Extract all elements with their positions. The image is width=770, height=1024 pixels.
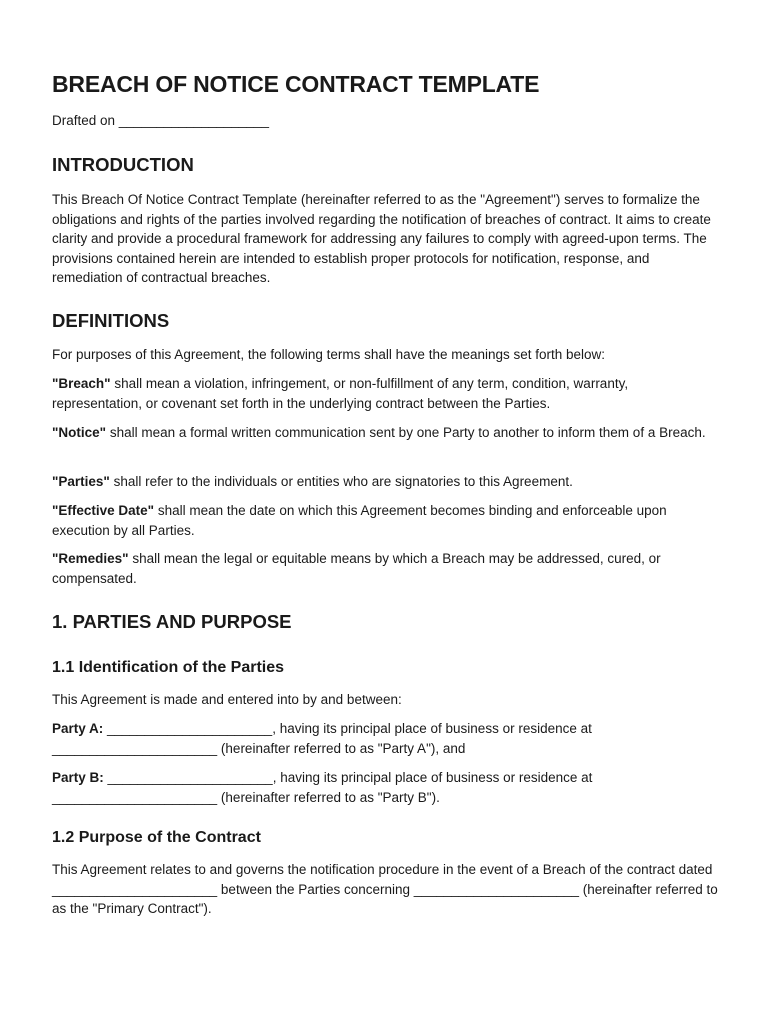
party-b-clause (52, 768, 692, 807)
definition-text: shall mean a formal written communication sent by one Party to another to inform them of a Breach. (106, 425, 706, 440)
introduction-paragraph: This Breach Of Notice Contract Template (hereinafter referred to as the "Agreement") serves to formalize the obligations and rights of the parties involved regarding the notification of breaches of contract. It aims to create clarity and provide a procedural framework for addressing any failures to comply with agreed-upon terms. The provisions contained herein are intended to establish proper protocols for notification, response, and remediation of contractual breaches. (52, 192, 711, 286)
definition-notice (52, 423, 720, 443)
party-a-label: Party A: (52, 721, 104, 736)
definition-term: "Notice" (52, 425, 107, 440)
definition-term: "Remedies" (52, 551, 129, 566)
section-1-1-intro: This Agreement is made and entered into by and between: (52, 692, 402, 707)
section-1-2-paragraph: This Agreement relates to and governs the notification procedure in the event of a Breach of the contract dated ______________________ between the Parties concerning ______________________ (hereinafter referred to as the "Primary Contract"). (52, 862, 718, 917)
section-1-2-heading: 1.2 Purpose of the Contract (52, 829, 261, 846)
definition-term: "Effective Date" (52, 503, 155, 518)
introduction-heading: INTRODUCTION (52, 154, 194, 175)
party-a-text: ______________________, having its principal place of business or residence at ______________________ (hereinafter referred to as "Party A"), and (52, 721, 592, 756)
definition-text: shall mean a violation, infringement, or non-fulfillment of any term, condition, warranty, representation, or covenant set forth in the underlying contract between the Parties. (52, 376, 629, 411)
party-b-text: ______________________, having its principal place of business or residence at ______________________ (hereinafter referred to as "Party B"). (52, 770, 593, 805)
definition-term: "Parties" (52, 474, 110, 489)
definition-parties (52, 472, 720, 492)
definition-effective-date (52, 501, 720, 540)
party-b-label: Party B: (52, 770, 104, 785)
definition-text: shall mean the date on which this Agreement becomes binding and enforceable upon execution by all Parties. (52, 503, 667, 538)
section-1-heading: 1. PARTIES AND PURPOSE (52, 611, 292, 632)
definition-text: shall refer to the individuals or entities who are signatories to this Agreement. (109, 474, 573, 489)
document-title: BREACH OF NOTICE CONTRACT TEMPLATE (52, 71, 540, 97)
section-1-1-heading: 1.1 Identification of the Parties (52, 659, 285, 676)
definition-remedies (52, 549, 720, 588)
definitions-intro: For purposes of this Agreement, the following terms shall have the meanings set forth below: (52, 347, 606, 362)
definition-term: "Breach" (52, 376, 111, 391)
definition-breach (52, 374, 720, 413)
definitions-heading: DEFINITIONS (52, 310, 170, 331)
drafted-on-line: Drafted on ____________________ (52, 113, 269, 128)
party-a-clause (52, 719, 692, 758)
definition-text: shall mean the legal or equitable means by which a Breach may be addressed, cured, or compensated. (52, 551, 661, 586)
